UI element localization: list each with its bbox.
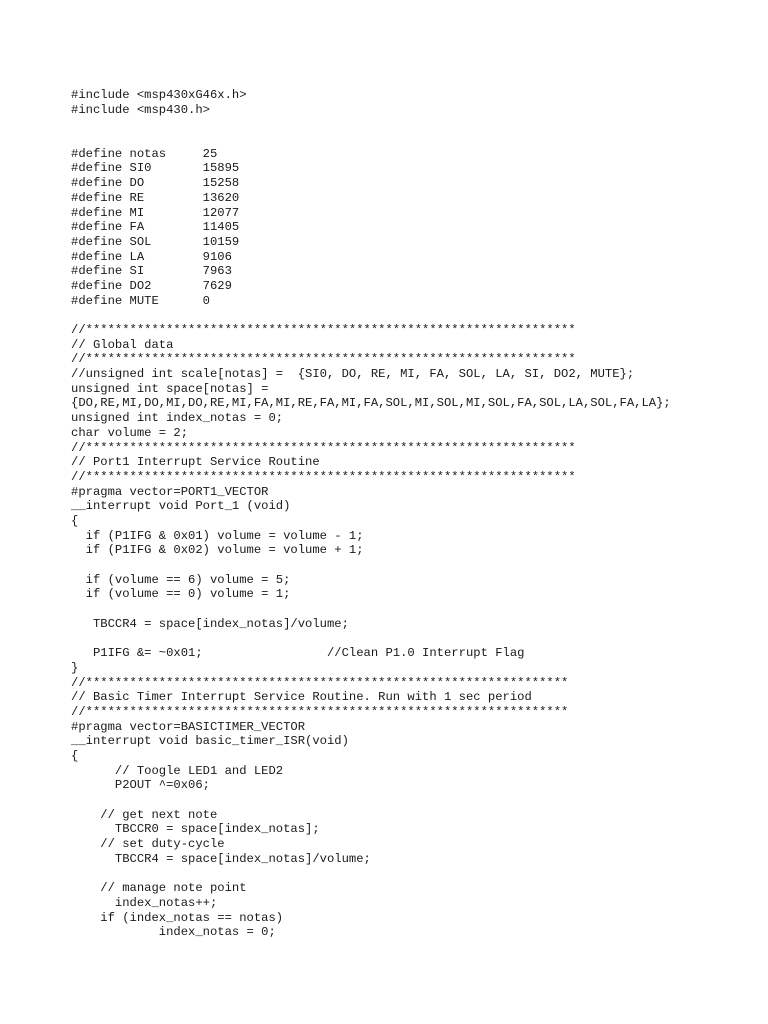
code-line: if (volume == 0) volume = 1; xyxy=(71,587,291,602)
code-line xyxy=(71,631,761,646)
code-line: // get next note xyxy=(71,807,218,822)
code-line: //******************************************************************* xyxy=(71,440,576,455)
code-line: //****************************************************************** xyxy=(71,704,569,719)
code-line: char volume = 2; xyxy=(71,425,189,440)
code-line: __interrupt void basic_timer_ISR(void) xyxy=(71,734,349,749)
code-line: if (P1IFG & 0x01) volume = volume - 1; xyxy=(71,528,364,543)
code-line: #pragma vector=BASICTIMER_VECTOR xyxy=(71,719,306,734)
code-line: if (volume == 6) volume = 5; xyxy=(71,572,291,587)
code-line: // Basic Timer Interrupt Service Routine. Run with 1 sec period xyxy=(71,690,532,705)
code-line: #include <msp430.h> xyxy=(71,102,210,117)
code-line: #define notas 25 xyxy=(71,146,218,161)
code-line xyxy=(71,866,761,881)
code-line: unsigned int index_notas = 0; xyxy=(71,411,284,426)
code-line: #include <msp430xG46x.h> xyxy=(71,88,247,102)
code-line: // Global data xyxy=(71,337,174,352)
code-line: //******************************************************************* xyxy=(71,469,576,484)
code-line: if (P1IFG & 0x02) volume = volume + 1; xyxy=(71,543,364,558)
code-line: #define MI 12077 xyxy=(71,205,240,220)
code-line: #define DO 15258 xyxy=(71,176,240,191)
code-line: //unsigned int scale[notas] = {SI0, DO, RE, MI, FA, SOL, LA, SI, DO2, MUTE}; xyxy=(71,367,635,382)
code-line: #define SI0 15895 xyxy=(71,161,240,176)
code-line: #define LA 9106 xyxy=(71,249,232,264)
code-line: #define DO2 7629 xyxy=(71,278,232,293)
code-line: TBCCR4 = space[index_notas]/volume; xyxy=(71,851,371,866)
code-line: TBCCR4 = space[index_notas]/volume; xyxy=(71,616,349,631)
code-line: #define MUTE 0 xyxy=(71,293,210,308)
code-line: #define RE 13620 xyxy=(71,190,240,205)
code-line: index_notas = 0; xyxy=(71,925,276,940)
code-line: {DO,RE,MI,DO,MI,DO,RE,MI,FA,MI,RE,FA,MI,FA,SOL,MI,SOL,MI,SOL,FA,SOL,LA,SOL,FA,LA}; xyxy=(71,396,671,411)
code-line: // Port1 Interrupt Service Routine xyxy=(71,455,320,470)
code-line: //****************************************************************** xyxy=(71,675,569,690)
code-line xyxy=(71,132,761,147)
code-line: } xyxy=(71,660,79,675)
code-line: { xyxy=(71,748,79,763)
code-line: index_notas++; xyxy=(71,895,218,910)
code-line: __interrupt void Port_1 (void) xyxy=(71,499,291,514)
code-line: // Toogle LED1 and LED2 xyxy=(71,763,284,778)
code-line: P2OUT ^=0x06; xyxy=(71,778,210,793)
code-line xyxy=(71,602,761,617)
code-line: #define FA 11405 xyxy=(71,220,240,235)
code-line: { xyxy=(71,513,79,528)
code-line: // manage note point xyxy=(71,881,247,896)
code-line xyxy=(71,117,761,132)
code-line: unsigned int space[notas] = xyxy=(71,381,269,396)
code-line: //******************************************************************* xyxy=(71,323,576,337)
code-listing xyxy=(71,88,761,940)
code-line: TBCCR0 = space[index_notas]; xyxy=(71,822,320,837)
code-line: P1IFG &= ~0x01; //Clean P1.0 Interrupt Flag xyxy=(71,646,525,661)
code-line: #define SI 7963 xyxy=(71,264,232,279)
code-line: // set duty-cycle xyxy=(71,837,225,852)
code-line: //******************************************************************* xyxy=(71,352,576,367)
code-line: if (index_notas == notas) xyxy=(71,910,284,925)
code-line xyxy=(71,793,761,808)
code-line: #pragma vector=PORT1_VECTOR xyxy=(71,484,269,499)
code-line xyxy=(71,558,761,573)
code-line: #define SOL 10159 xyxy=(71,234,240,249)
code-line xyxy=(71,308,761,323)
